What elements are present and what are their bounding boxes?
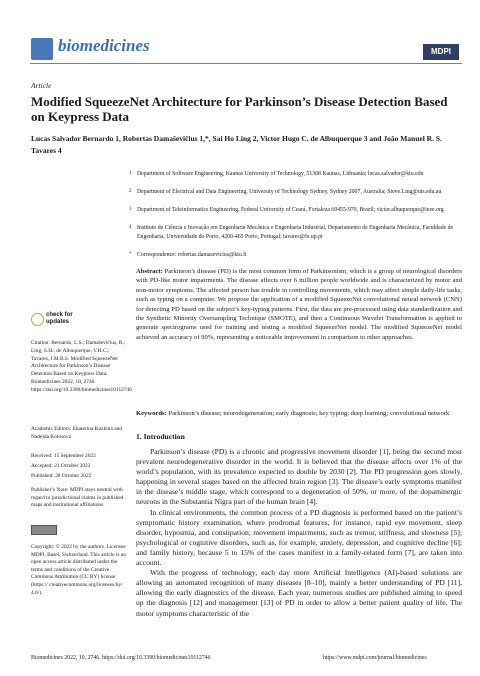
correspondence: * Correspondence: robertas.damasevicius@ktu.lt: [129, 252, 247, 258]
accepted-date: Accepted: 21 October 2022: [31, 463, 91, 469]
copyright-notice: Copyright: © 2022 by the authors. Licensee MDPI, Basel, Switzerland. This article is an open access article distributed under the terms and conditions of the Creative Commons Attribution (CC BY) license (https:// creativecommons.org/licenses/by/ 4.0/).: [31, 544, 126, 596]
abstract-label: Abstract:: [136, 268, 163, 275]
abstract: [136, 267, 462, 342]
affiliation-4: 4 Instituto de Ciência e Inovação em Engenharia Mecânica e Engenharia Industrial, Departamento de Engenharia Mecânica, Faculdade de Engenharia, Universidade do Porto, 4200-465 Porto, Portugal; tavares@fe.up.pt: [129, 225, 454, 240]
check-updates-icon[interactable]: [31, 313, 44, 326]
abstract-text: Parkinson’s disease (PD) is the most common form of Parkinsonism, which is a group of neurological disorders with PD-like motor impairments. The disease affects over 6 million people worldwide and is characterized by motor and non-motor symptoms. The affected person has trouble in controlling movements, which may affect simple daily-life tasks, such as typing on a computer. We propose the application of a modified SqueezeNet convolutional neural network (CNN) for detecting PD based on the subject’s key-typing patterns. First, the data are pre-processed using data standardization and the Synthetic Minority Oversampling Technique (SMOTE), and then a Continuous Wavelet Transformation is applied to generate spectrograms used for training and testing a modified SqueezeNet model. The modified SqueezeNet model achieved an accuracy of 90%, representing a noticeable improvement in comparison to other approaches.: [136, 268, 462, 341]
academic-editors: Academic Editors: Ekaterina Kuzkina and Nadejda Kolosova: [31, 426, 123, 440]
section-heading: 1. Introduction: [136, 432, 185, 441]
journal-title[interactable]: biomedicines: [58, 36, 150, 55]
published-date: Published: 28 October 2022: [31, 473, 92, 479]
keywords-text: Parkinson’s disease; neurodegeneration; early diagnosis; key typing; deep learning; convolutional network: [168, 410, 450, 417]
received-date: Received: 15 September 2022: [31, 453, 96, 459]
footer-journal-link[interactable]: https://www.mdpi.com/journal/biomedicines: [323, 655, 427, 661]
paragraph: With the progress of technology, each day more Artificial Intelligence (AI)-based solutions are allowing an automated recognition of many diseases [8–10], mainly a better understanding of PD [11], allowing the early diagnostics of the disease. Each year, numerous studies are published aiming to speed up the diagnosis [12] and management [13] of PD in order to allow a better patient quality of life. The motor symptoms characteristic of the: [136, 568, 462, 618]
footer-citation[interactable]: Biomedicines 2022, 10, 2746. https://doi.org/10.3390/biomedicines10112746: [31, 655, 211, 661]
paragraph: In clinical environments, the common process of a PD diagnosis is performed based on the patient’s symptomatic history examination, where prodromal features, for instance, rapid eye movement, sleep disorder, hyposmia, and constipation; movement impairments, such as tremor, stiffness, and slowness [5]; psychological or cognitive disorders, such as, for example, anxiety, depression, and cognitive decline [6]; and family history, because 5 to 15% of the cases manifest in a family-related form [7], are taken into account.: [136, 507, 462, 568]
author-list[interactable]: Lucas Salvador Bernardo 1, Robertas Damaševičius 1,*, Sai Ho Ling 2, Victor Hugo C. de Albuquerque 3 and João Manuel R. S. Tavares 4: [31, 134, 442, 155]
affiliation-2: 2 Department of Electrical and Data Engineering, University of Technology Sydney, Sydney 2007, Australia; Steve.Ling@uts.edu.au: [129, 189, 442, 195]
paragraph: Parkinson’s disease (PD) is a chronic and progressive movement disorder [1], being the second most prevalent neurodegenerative disorder in the world. It is believed that the disease affects over 1% of the world’s population, with its prevalence expected to double by 2030 [2]. The PD progression goes slowly, happening in several stages based on the affected brain region [3]. The disease’s early symptoms manifest in the disease’s middle stage, which correspond to a degeneration of 50%, or more, of the dopaminergic neurons in the Substantia Nigra part of the human brain [4].: [136, 447, 462, 507]
publication-dates: [31, 451, 127, 481]
check-updates-link[interactable]: check for updates: [46, 312, 73, 325]
introduction-body: [136, 447, 462, 619]
keywords: [136, 409, 462, 418]
publisher-logo[interactable]: MDPI: [423, 44, 459, 60]
paper-title: Modified SqueezeNet Architecture for Parkinson’s Disease Detection Based on Keypress Data: [31, 94, 448, 124]
citation: Citation: Bernardo, L.S.; Damaševičius, R.; Ling, S.H.; de Albuquerque, V.H.C.; Tavares, J.M.R.S. Modified SqueezeNet Architecture for Parkinson’s Disease Detection Based on Keypress Data. Biomedicines 2022, 10, 2746. https://doi.org/10.3390/biomedicines10112746: [31, 340, 132, 393]
header-divider: [30, 63, 462, 64]
affiliation-1: 1 Department of Software Engineering, Kaunas University of Technology, 51368 Kaunas, Lithuania; lucas.salvador@ktu.edu: [129, 171, 424, 177]
journal-logo-icon: [31, 38, 53, 60]
affiliation-3: 3 Department of Teleinformatics Engineering, Federal University of Ceará, Fortaleza 60455-970, Brazil; victor.albuquerque@ieee.org: [129, 207, 444, 213]
cc-by-license-icon[interactable]: [31, 525, 57, 535]
keywords-label: Keywords:: [136, 410, 167, 417]
publisher-note: Publisher’s Note: MDPI stays neutral with regard to jurisdictional claims in published maps and institutional affiliations.: [31, 487, 124, 509]
article-type: Article: [31, 81, 52, 90]
